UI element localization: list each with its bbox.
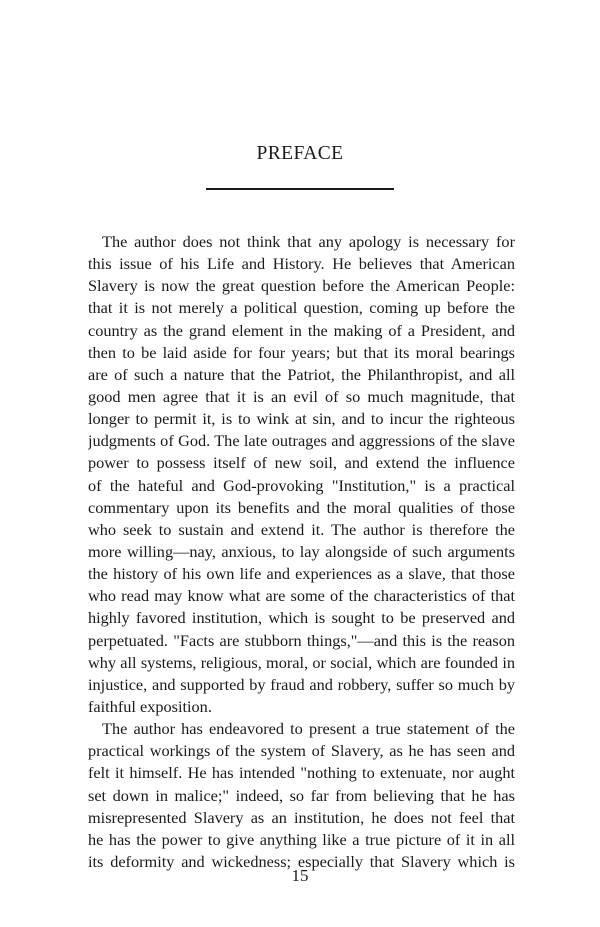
text-line: The author does not think that any apology is necessary for <box>102 232 515 251</box>
page-number: 15 <box>291 866 309 885</box>
text-line: are of such a nature that the Patriot, the Philanthropist, and all <box>88 364 515 384</box>
text-line: power to possess itself of new soil, and extend the influence <box>88 453 515 473</box>
text-line: practical workings of the system of Slavery, as he has seen and <box>88 741 515 761</box>
text-line: why all systems, religious, moral, or social, which are founded in <box>88 652 515 672</box>
paragraph <box>88 231 515 718</box>
text-line: felt it himself. He has intended "nothing to extenuate, nor aught <box>88 763 515 783</box>
text-line: of the hateful and God-provoking "Institution," is a practical <box>88 475 515 495</box>
text-line: who seek to sustain and extend it. The author is therefore the <box>88 519 515 539</box>
text-line: commentary upon its benefits and the moral qualities of those <box>88 497 515 517</box>
text-line: the history of his own life and experiences as a slave, that those <box>88 564 515 584</box>
text-line: its deformity and wickedness; especially that Slavery which is <box>88 851 515 871</box>
text-line: highly favored institution, which is sought to be preserved and <box>88 608 515 628</box>
text-line: Slavery is now the great question before the American People: <box>88 276 515 296</box>
text-line: that it is not merely a political question, coming up before the <box>88 298 515 318</box>
text-line: more willing—nay, anxious, to lay alongside of such arguments <box>88 541 515 561</box>
paragraph <box>88 718 515 873</box>
text-line: faithful exposition. <box>88 696 212 716</box>
text-line: country as the grand element in the making of a President, and <box>88 320 515 340</box>
text-line: injustice, and supported by fraud and robbery, suffer so much by <box>88 674 515 694</box>
text-line: longer to permit it, is to wink at sin, and to incur the righteous <box>88 409 515 429</box>
page-title: PREFACE <box>256 143 344 164</box>
text-line: good men agree that it is an evil of so much magnitude, that <box>88 386 515 406</box>
text-line: misrepresented Slavery as an institution, he does not feel that <box>88 807 515 827</box>
text-line: he has the power to give anything like a true picture of it in all <box>88 829 515 849</box>
text-line: then to be laid aside for four years; but that its moral bearings <box>88 342 515 362</box>
preface-body <box>88 231 515 873</box>
text-line: perpetuated. "Facts are stubborn things,"—and this is the reason <box>88 630 515 650</box>
title-divider <box>206 188 394 190</box>
text-line: The author has endeavored to present a true statement of the <box>102 719 515 739</box>
text-line: judgments of God. The late outrages and aggressions of the slave <box>88 431 515 451</box>
text-line: who read may know what are some of the characteristics of that <box>88 586 515 606</box>
text-line: this issue of his Life and History. He believes that American <box>88 254 515 274</box>
text-line: set down in malice;" indeed, so far from believing that he has <box>88 785 515 805</box>
